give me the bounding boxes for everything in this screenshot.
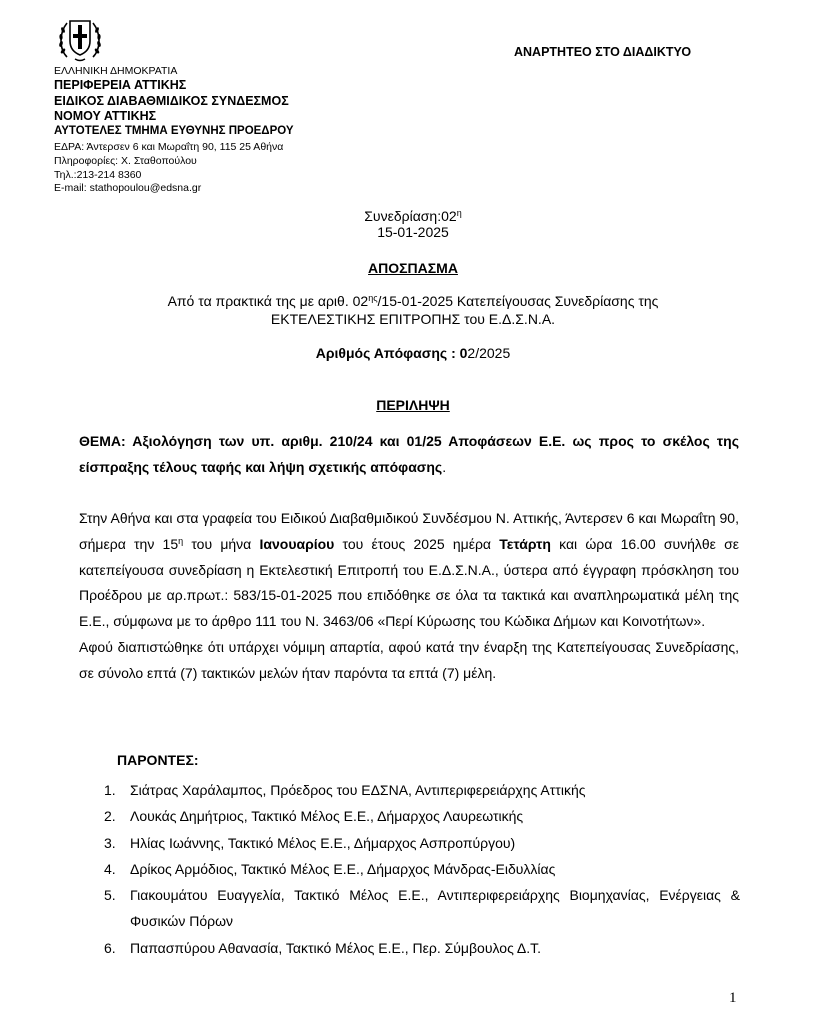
header-email: E-mail: stathopoulou@edsna.gr [54,182,202,194]
summary-title: ΠΕΡΙΛΗΨΗ [376,397,450,413]
header-prefecture: ΝΟΜΟΥ ΑΤΤΙΚΗΣ [54,109,157,123]
header-address: ΕΔΡΑ: Άντερσεν 6 και Μωραΐτη 90, 115 25 Αθήνα [54,141,284,153]
session-label: $\Sigma\upsilon\nu\varepsilon\delta\rho ί\alpha\sigma\eta:02^\eta$ [364,208,462,224]
decision-number: Αριθμός Απόφασης : 02/2025 [315,345,511,361]
body-paragraph: Στην Αθήνα και στα γραφεία του Ειδικού Διαβαθμιδικού Συνδέσμου Ν. Αττικής, Άντερσεν 6 και Μωραΐτη 90, σήμερα την $15^\eta$ του μήνα Ιανουαρίου του έτους 2025 ημέρα Τετάρτη και ώρα 16.00 συνήλθε σε κατεπείγουσα συνεδρίαση η Εκτελεστική Επιτροπή του Ε.Δ.Σ.Ν.Α., ύστερα από έγγραφη πρόσκληση του Προέδρου με αρ.πρωτ.: 583/15-01-2025 που επιδόθηκε σε όλα τα τακτικά και αναπληρωματικά μέλη της Ε.Ε., σύμφωνα με το άρθρο 111 του Ν. 3463/06 «Περί Κύρωσης του Κώδικα Δήμων και Κοινοτήτων». Αφού διαπιστώθηκε ότι υπάρχει νόμιμη απαρτία, αφού κατά την έναρξη της Κατεπείγουσας Συνεδρίασης, σε σύνολο επτά (7) τακτικών μελών ήταν παρόντα τα επτά (7) μέλη. [79,510,740,681]
header-republic: ΕΛΛΗΝΙΚΗ ΔΗΜΟΚΡΑΤΙΑ [54,65,178,77]
header-association: ΕΙΔΙΚΟΣ ΔΙΑΒΑΘΜΙΔΙΚΟΣ ΣΥΝΔΕΣΜΟΣ [54,94,289,108]
greek-coat-of-arms-emblem [57,13,103,63]
session-date: 15-01-2025 [377,224,449,240]
attendees-list [104,777,740,961]
subject-paragraph: ΘΕΜΑ: Αξιολόγηση των υπ. αριθμ. 210/24 και 01/25 Αποφάσεων Ε.Ε. ως προς το σκέλος της είσπραξης τέλους ταφής και λήψη σχετικής απόφασης. [79,433,739,475]
header-phone: Τηλ.:213-214 8360 [54,169,142,181]
page-number: 1 [729,990,737,1006]
list-item: 4. Δρίκος Αρμόδιος, Τακτικό Μέλος Ε.Ε., Δήμαρχος Μάνδρας-Ειδυλλίας [104,860,556,877]
header-region: ΠΕΡΙΦΕΡΕΙΑ ΑΤΤΙΚΗΣ [54,78,187,92]
list-item: 5. Γιακουμάτου Ευαγγελία, Τακτικό Μέλος Ε.Ε., Αντιπεριφερειάρχης Βιομηχανίας, Ενέργειας & Φυσικών Πόρων [104,887,740,930]
list-item: 2. Λουκάς Δημήτριος, Τακτικό Μέλος Ε.Ε., Δήμαρχος Λαυρεωτικής [104,808,524,825]
posting-note: ΑΝΑΡΤΗΤΕΟ ΣΤΟ ΔΙΑΔΙΚΤΥΟ [514,45,692,59]
header-info: Πληροφορίες: Χ. Σταθοπούλου [54,155,197,167]
list-item: 1. Σιάτρας Χαράλαμπος, Πρόεδρος του ΕΔΣΝΑ, Αντιπεριφερειάρχης Αττικής [104,782,586,798]
minutes-line-1: Από τα πρακτικά της με αριθ. $02^{\eta\varsigma}/15-01-2025$ Κατεπείγουσας Συνεδρίασης της [167,293,659,309]
present-title: ΠΑΡΟΝΤΕΣ: [117,752,199,768]
minutes-line-2: ΕΚΤΕΛΕΣΤΙΚΗΣ ΕΠΙΤΡΟΠΗΣ του Ε.Δ.Σ.Ν.Α. [270,311,556,327]
quorum-paragraph: Αφού διαπιστώθηκε ότι υπάρχει νόμιμη απαρτία, αφού κατά την έναρξη της Κατεπείγουσας Συνεδρίασης, σε σύνολο επτά (7) τακτικών μελών ήταν παρόντα τα επτά (7) μέλη. [79,638,739,681]
extract-title: ΑΠΟΣΠΑΣΜΑ [368,260,458,276]
header-department: ΑΥΤΟΤΕΛΕΣ ΤΜΗΜΑ ΕΥΘΥΝΗΣ ΠΡΟΕΔΡΟΥ [54,125,294,137]
list-item: 6. Παπασπύρου Αθανασία, Τακτικό Μέλος Ε.Ε., Περ. Σύμβουλος Δ.Τ. [104,939,542,956]
list-item: 3. Ηλίας Ιωάννης, Τακτικό Μέλος Ε.Ε., Δήμαρχος Ασπροπύργου) [104,834,516,851]
